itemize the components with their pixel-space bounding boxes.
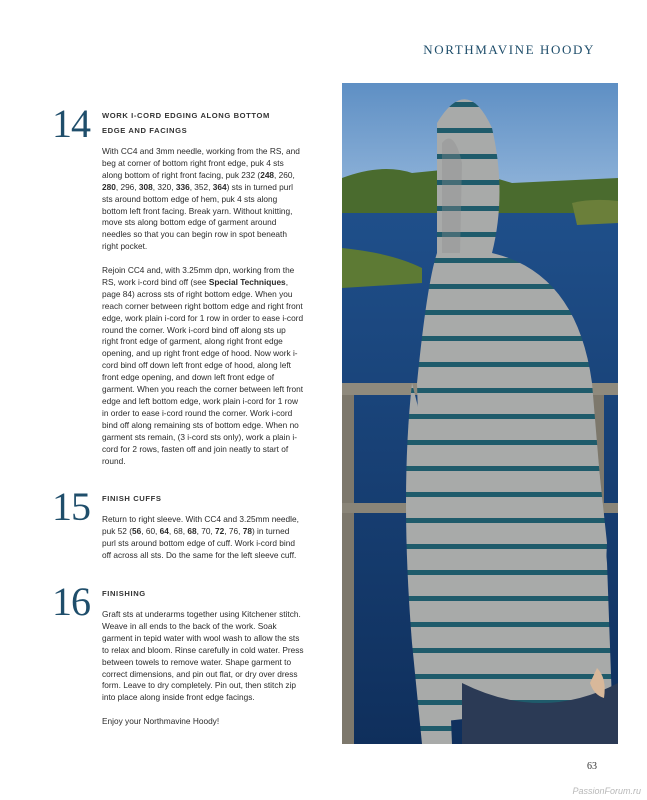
step-heading: FINISHING: [102, 589, 146, 598]
step-heading-line: WORK I-CORD EDGING ALONG BOTTOM: [102, 111, 270, 120]
paragraph: Enjoy your Northmavine Hoody!: [102, 716, 220, 727]
step-heading-line: EDGE AND FACINGS: [102, 126, 188, 135]
step-body: [102, 146, 304, 467]
paragraph: With CC4 and 3mm needle, working from the RS, and beg at corner of bottom right front edge, puk 4 sts along bottom of right front facing, puk 232 (248, 260, 280, 296, 308, 320, 336, 352, 364) sts in turned purl sts around bottom edge of hem, puk 4 sts along bottom left front facing. Break yarn. Without knitting, move sts along bottom edge of garment around needles so that you can begin row in spot beneath right pocket.: [102, 146, 300, 252]
step-16: [52, 579, 304, 740]
paragraph: Return to right sleeve. With CC4 and 3.25mm needle, puk 52 (56, 60, 64, 68, 68, 70, 72, 76, 78) in turned purl sts around bottom edge of cuff. Work i-cord bind off across all sts. Do the same for the left sleeve cuff.: [102, 514, 299, 560]
step-number: 15: [52, 484, 90, 529]
step-body: [102, 609, 304, 728]
page-number: 63: [587, 761, 597, 772]
step-14: [52, 101, 304, 479]
step-heading: FINISH CUFFS: [102, 494, 162, 503]
step-number: 16: [52, 579, 90, 624]
paragraph: Rejoin CC4 and, with 3.25mm dpn, working from the RS, work i-cord bind off (see Special Techniques, page 84) across sts of right bottom edge. When you reach corner between right bottom edge and right front edge, work plain i-cord for 1 row in order to ease i-cord round the corner. Work i-cord bind off along sts up right front edge of garment, along right front edge opening, and up right front edge of hood. Now work i-cord bind off down left front edge of hood, along left front edge opening, and down left front edge of garment. When you reach the corner between left front edge and left bottom edge, work plain i-cord for 1 row in order to ease i-cord round the corner. Work i-cord bind off along remaining sts of bottom edge. When no garment sts remain, (3 i-cord sts only), work a plain i-cord for 2 rows, fasten off and join neatly to start of round.: [102, 265, 304, 466]
step-number: 14: [52, 101, 90, 146]
running-head-title: NORTHMAVINE HOODY: [423, 42, 595, 57]
hoody-photo: [342, 83, 618, 744]
paragraph: Graft sts at underarms together using Kitchener stitch. Weave in all ends to the back of the work. Soak garment in tepid water with wool wash to allow the sts to relax and bloom. Rinse carefully in cold water. Press between towels to remove water. Shape garment to correct dimensions, and pin out flat, or dry over dress form. Leave to dry completely. Pin out, then stitch zip into place along inside front edge facings.: [102, 609, 304, 703]
watermark: PassionForum.ru: [572, 786, 641, 796]
step-heading: [102, 108, 304, 138]
step-15: [52, 484, 304, 574]
step-body: [102, 514, 304, 562]
